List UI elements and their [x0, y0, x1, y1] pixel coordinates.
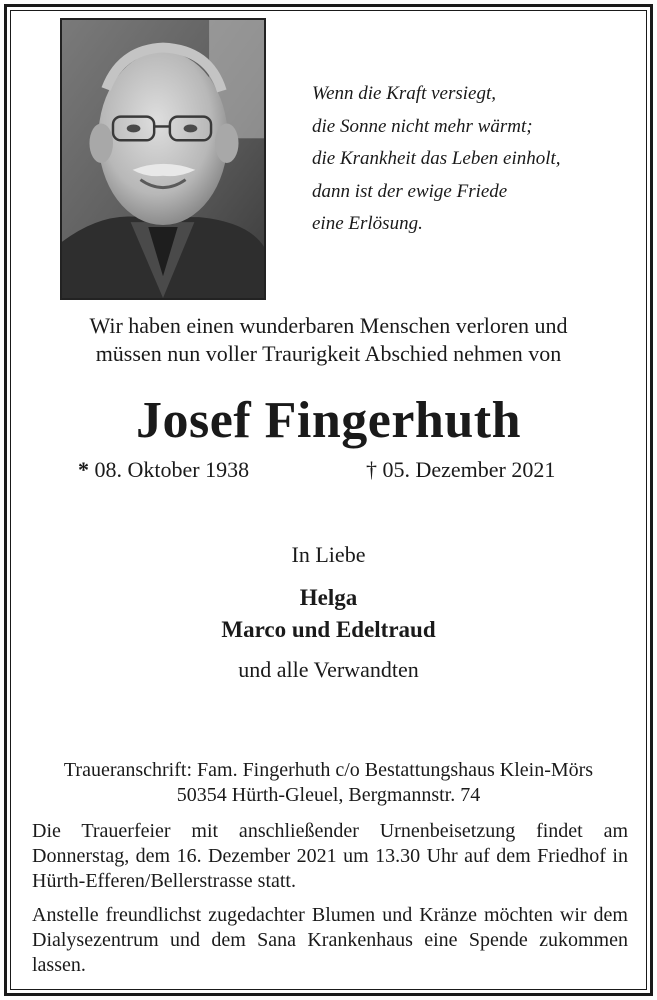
poem-line: Wenn die Kraft versiegt, — [312, 83, 496, 104]
portrait-photo — [60, 18, 266, 300]
birth-date: 08. Oktober 1938 — [94, 457, 250, 482]
deceased-name: Josef Fingerhuth — [136, 392, 521, 449]
mourner-secondary: Marco und Edeltraud — [221, 617, 436, 642]
death-date-line — [366, 456, 555, 484]
address-line-2: 50354 Hürth-Gleuel, Bergmannstr. 74 — [176, 784, 481, 806]
intro-line-1: Wir haben einen wunderbaren Menschen verloren und — [89, 313, 568, 338]
mourner-primary: Helga — [299, 585, 358, 610]
intro-text — [0, 312, 657, 368]
birth-date-line — [78, 456, 249, 484]
donation-paragraph: Anstelle freundlichst zugedachter Blumen und Kränze möchten wir dem Dialysezentrum und dem Sana Krankenhaus eine Spende zukommen lassen. — [32, 904, 628, 976]
intro-line-2: müssen nun voller Traurigkeit Abschied nehmen von — [95, 341, 562, 366]
ceremony-paragraph: Die Trauerfeier mit anschließender Urnenbeisetzung findet am Donnerstag, dem 16. Dezember 2021 um 13.30 Uhr auf dem Friedhof in Hürth-Efferen/Bellerstrasse statt. — [32, 820, 628, 892]
portrait-image — [62, 20, 264, 298]
mourner-others: und alle Verwandten — [238, 657, 419, 682]
poem-line: eine Erlösung. — [312, 213, 423, 234]
poem-line: die Sonne nicht mehr wärmt; — [312, 115, 533, 137]
address-line-1: Traueranschrift: Fam. Fingerhuth c/o Bestattungshaus Klein-Mörs — [63, 759, 594, 781]
death-date: 05. Dezember 2021 — [382, 457, 556, 482]
poem-line: dann ist der ewige Friede — [312, 180, 508, 202]
poem-line: die Krankheit das Leben einholt, — [312, 148, 561, 169]
greeting: In Liebe — [291, 542, 366, 567]
birth-star-icon: * — [78, 457, 89, 482]
death-cross-icon: † — [366, 457, 377, 482]
poem — [312, 78, 561, 241]
